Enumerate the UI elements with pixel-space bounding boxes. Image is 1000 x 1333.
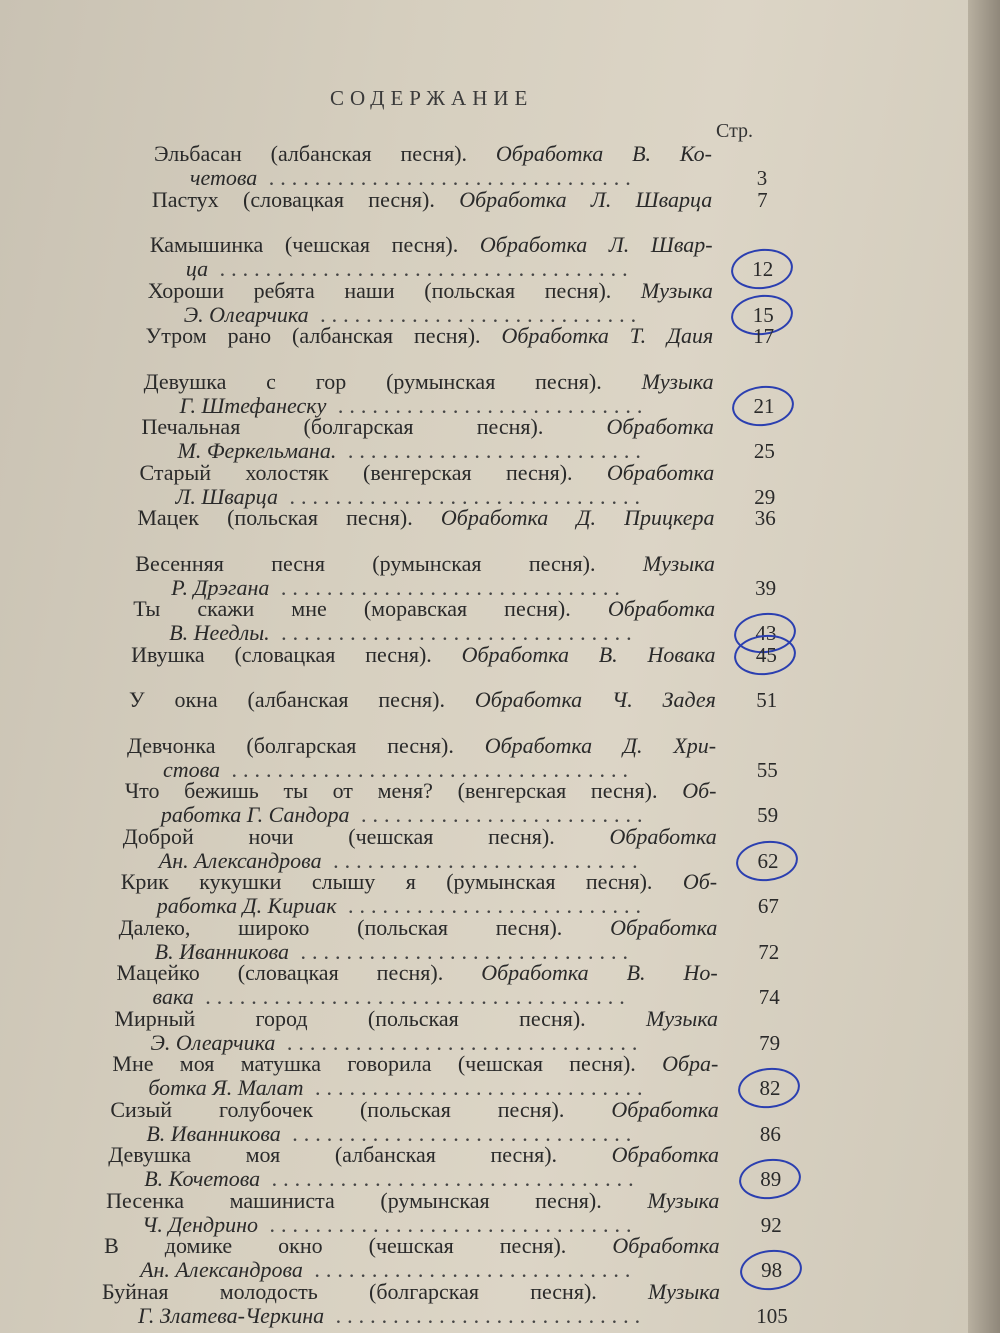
leader-dots: ........................... (326, 392, 649, 418)
arranger-continued: М. Феркельмана. (177, 438, 337, 463)
toc-entry-line1 (123, 825, 717, 849)
arranger-continued: Р. Дрэгана (171, 574, 270, 600)
arranger: Обработка В. Новака (461, 641, 716, 667)
toc-entry (0, 324, 968, 372)
toc-entry-line1 (108, 1143, 719, 1167)
arranger: Музыка (647, 1278, 720, 1304)
leader-dots: ............................... (275, 1029, 644, 1055)
arranger-continued: Г. Штефанеску (179, 392, 327, 418)
arranger: Обработка (606, 459, 715, 485)
song-title: Мацейко (словацкая песня). (116, 960, 482, 985)
toc-entry (0, 370, 968, 418)
leader-dots: ..................................... (193, 984, 631, 1009)
song-title: Девушка моя (албанская песня). (108, 1142, 612, 1167)
arranger-continued: работка Д. Кириак (156, 893, 337, 918)
leader-dots: ................................ (257, 165, 637, 190)
toc-entry (0, 825, 968, 873)
arranger: Обработка Д. Прицкера (440, 505, 715, 530)
toc-entry (0, 1007, 968, 1055)
leader-dots: ........................... (321, 847, 644, 873)
page-number: 105 (756, 1303, 788, 1328)
toc-entry (0, 1234, 968, 1282)
page-column-header: Стр. (716, 120, 754, 142)
book-spine (968, 0, 1000, 1333)
page-number-circled: 45 (740, 643, 792, 668)
song-title: Утром рано (албанская песня). (145, 323, 502, 348)
song-title: Песенка машиниста (румынская песня). (106, 1187, 648, 1213)
leader-dots: ............................. (303, 1075, 649, 1100)
leader-dots: ............................... (269, 620, 638, 645)
leader-dots: .......................... (336, 438, 647, 463)
toc-entry-line1 (148, 279, 713, 303)
arranger-continued: вака (152, 984, 194, 1009)
leader-dots: ................................... (220, 756, 635, 782)
song-title: Мирный город (польская песня). (114, 1005, 647, 1031)
toc-entry (0, 279, 968, 327)
song-title: Крик кукушки слышу я (румынская песня). (120, 869, 683, 894)
arranger: Обработка (609, 823, 717, 849)
contents-title: СОДЕРЖАНИЕ (330, 86, 534, 110)
toc-entry-line1 (110, 1098, 718, 1122)
arranger: Музыка (641, 368, 714, 394)
toc-entry (0, 961, 968, 1009)
page-number-circled: 89 (745, 1167, 797, 1192)
arranger-continued: Э. Олеарчика (150, 1029, 276, 1055)
page-number: 29 (754, 484, 776, 509)
toc-entry-line1 (144, 370, 714, 394)
song-title: Сизый голубочек (польская песня). (110, 1096, 612, 1122)
arranger: Обработка (606, 414, 714, 439)
toc-entry-line1 (127, 734, 716, 758)
arranger: Музыка (647, 1187, 720, 1213)
leader-dots: ............................. (289, 938, 635, 964)
page-number: 86 (759, 1121, 781, 1146)
toc-entry (0, 1052, 968, 1100)
page-number: 51 (756, 688, 778, 712)
toc-entry (0, 688, 968, 736)
toc-entry (0, 506, 968, 554)
arranger: Музыка (646, 1005, 719, 1031)
page-number: 39 (755, 575, 777, 600)
leader-dots: .......................... (336, 893, 648, 918)
page-number: 67 (757, 894, 779, 918)
arranger-continued: В. Кочетова (144, 1166, 261, 1191)
toc-entry (0, 1280, 968, 1328)
page-number-circled: 12 (737, 257, 789, 282)
toc-entry-line1 (106, 1189, 719, 1213)
song-title: Мне моя матушка говорила (чешская песня). (112, 1051, 663, 1076)
leader-dots: ................................ (258, 1211, 638, 1237)
toc-entry-line1 (150, 233, 713, 257)
leader-dots: ............................... (277, 483, 646, 509)
song-title: У окна (албанская песня). (129, 687, 475, 712)
arranger: Музыка (642, 550, 715, 576)
toc-entry (0, 597, 968, 645)
arranger-continued: Ан. Александрова (158, 847, 322, 873)
page-number-circled: 21 (738, 394, 790, 419)
song-title: Камышинка (чешская песня). (149, 232, 480, 257)
arranger-continued: работка Г. Сандора (160, 802, 350, 827)
page-number: 25 (753, 439, 775, 463)
leader-dots: ......................... (349, 802, 649, 827)
arranger: Об- (682, 778, 717, 803)
toc-entry (0, 643, 968, 691)
arranger-continued: Л. Шварца (175, 483, 278, 509)
toc-entry-line1 (131, 643, 715, 667)
toc-entry-line1 (117, 961, 718, 985)
arranger: Обра- (662, 1051, 719, 1076)
toc-entry-line1 (104, 1234, 720, 1258)
song-title: Старый холостяк (венгерская песня). (139, 459, 607, 485)
song-title: Девчонка (болгарская песня). (126, 732, 485, 758)
leader-dots: .................................... (208, 256, 634, 281)
page-number: 79 (759, 1030, 781, 1055)
song-title: Ты скажи мне (моравская песня). (133, 596, 608, 621)
arranger: Обработка (610, 914, 718, 940)
arranger-continued: В. Иванникова (146, 1120, 281, 1146)
toc-entry-line1 (112, 1052, 718, 1076)
song-title: В домике окно (чешская песня). (104, 1233, 613, 1258)
song-title: Девушка с гор (румынская песня). (143, 368, 642, 394)
song-title: Ивушка (словацкая песня). (131, 641, 462, 667)
song-title: Доброй ночи (чешская песня). (122, 823, 610, 849)
arranger: Обработка Ч. Задея (474, 687, 716, 712)
arranger: Обработка Д. Хри- (484, 732, 717, 758)
leader-dots: ............................ (308, 301, 643, 327)
page-number-circled: 15 (737, 303, 789, 328)
toc-entry-line1 (129, 688, 716, 712)
arranger-continued: В. Неедлы. (169, 620, 270, 645)
arranger-continued: Ан. Александрова (140, 1257, 303, 1282)
toc-entry (0, 188, 968, 236)
leader-dots: ........................... (324, 1302, 647, 1328)
leader-dots: ................................ (260, 1166, 640, 1191)
toc-entry (0, 233, 968, 281)
arranger-continued: Ч. Дендрино (142, 1211, 259, 1237)
page-number: 17 (753, 324, 775, 348)
page-number: 36 (754, 506, 776, 530)
arranger: Обработка Л. Швар- (479, 232, 713, 257)
arranger: Обработка (611, 1142, 720, 1167)
toc-entry-line1 (119, 916, 718, 940)
page-number: 55 (756, 757, 778, 782)
toc-entry-line1 (152, 188, 712, 212)
toc-entry-line1 (133, 597, 715, 621)
toc-entry (0, 1098, 968, 1146)
page-number: 7 (757, 187, 768, 212)
arranger-continued: Г. Златева-Черкина (138, 1302, 325, 1328)
song-title: Пастух (словацкая песня). (151, 186, 460, 212)
toc-entry-line1 (154, 142, 712, 166)
toc-entry (0, 552, 968, 600)
song-title: Мацек (польская песня). (137, 505, 441, 530)
song-title: Весенняя песня (румынская песня). (135, 550, 643, 576)
leader-dots: .............................. (280, 1120, 638, 1146)
page-number: 59 (757, 803, 779, 827)
arranger: Обработка Л. Шварца (459, 186, 713, 212)
toc-entry (0, 1143, 968, 1191)
toc-entry (0, 461, 968, 509)
arranger: Обработка Т. Даия (501, 323, 714, 348)
contents-list (0, 140, 968, 1333)
page-number: 74 (758, 985, 780, 1009)
arranger-continued: В. Иванникова (154, 938, 290, 964)
arranger-continued: стова (162, 756, 221, 782)
toc-entry-line1 (125, 779, 717, 803)
arranger: Обработка (612, 1233, 720, 1258)
toc-entry-line1 (139, 461, 714, 485)
arranger-continued: четова (190, 165, 258, 190)
arranger: Обработка (607, 596, 716, 621)
song-title: Эльбасан (албанская песня). (154, 141, 496, 166)
arranger: Обработка В. Ко- (495, 141, 712, 166)
toc-entry (0, 734, 968, 782)
arranger-continued: ботка Я. Малат (148, 1075, 304, 1100)
song-title: Далеко, широко (польская песня). (118, 914, 611, 940)
toc-entry (0, 415, 968, 463)
page-number: 92 (760, 1212, 782, 1237)
toc-entry-line1 (137, 506, 714, 530)
arranger: Обработка В. Но- (481, 960, 718, 985)
toc-entry-line1 (102, 1280, 720, 1304)
page-number-circled: 82 (744, 1076, 796, 1101)
arranger: Обработка (611, 1096, 719, 1122)
toc-entry-line2 (102, 1304, 646, 1328)
arranger: Музыка (640, 277, 713, 303)
arranger: Об- (682, 869, 718, 894)
song-title: Что бежишь ты от меня? (венгерская песня). (124, 778, 683, 803)
toc-entry-line1 (135, 552, 715, 576)
page-number: 3 (756, 166, 768, 190)
song-title: Хороши ребята наши (польская песня). (147, 277, 641, 303)
leader-dots: ............................ (302, 1257, 637, 1282)
leader-dots: .............................. (269, 574, 626, 600)
toc-entry (0, 142, 968, 190)
toc-entry-line1 (114, 1007, 718, 1031)
toc-entry-line1 (121, 870, 717, 894)
toc-entry-line1 (142, 415, 714, 439)
toc-entry (0, 870, 968, 918)
page-number-circled: 62 (742, 849, 794, 874)
toc-entry (0, 779, 968, 827)
song-title: Печальная (болгарская песня). (141, 414, 607, 439)
arranger-continued: Э. Олеарчика (183, 301, 309, 327)
toc-entry-line1 (146, 324, 714, 348)
song-title: Буйная молодость (болгарская песня). (102, 1278, 648, 1304)
arranger-continued: ца (185, 256, 209, 281)
page-number-circled: 98 (746, 1258, 798, 1283)
page-number: 72 (758, 939, 780, 964)
page-number-circled: 43 (740, 621, 792, 646)
toc-entry (0, 916, 968, 964)
toc-entry (0, 1189, 968, 1237)
